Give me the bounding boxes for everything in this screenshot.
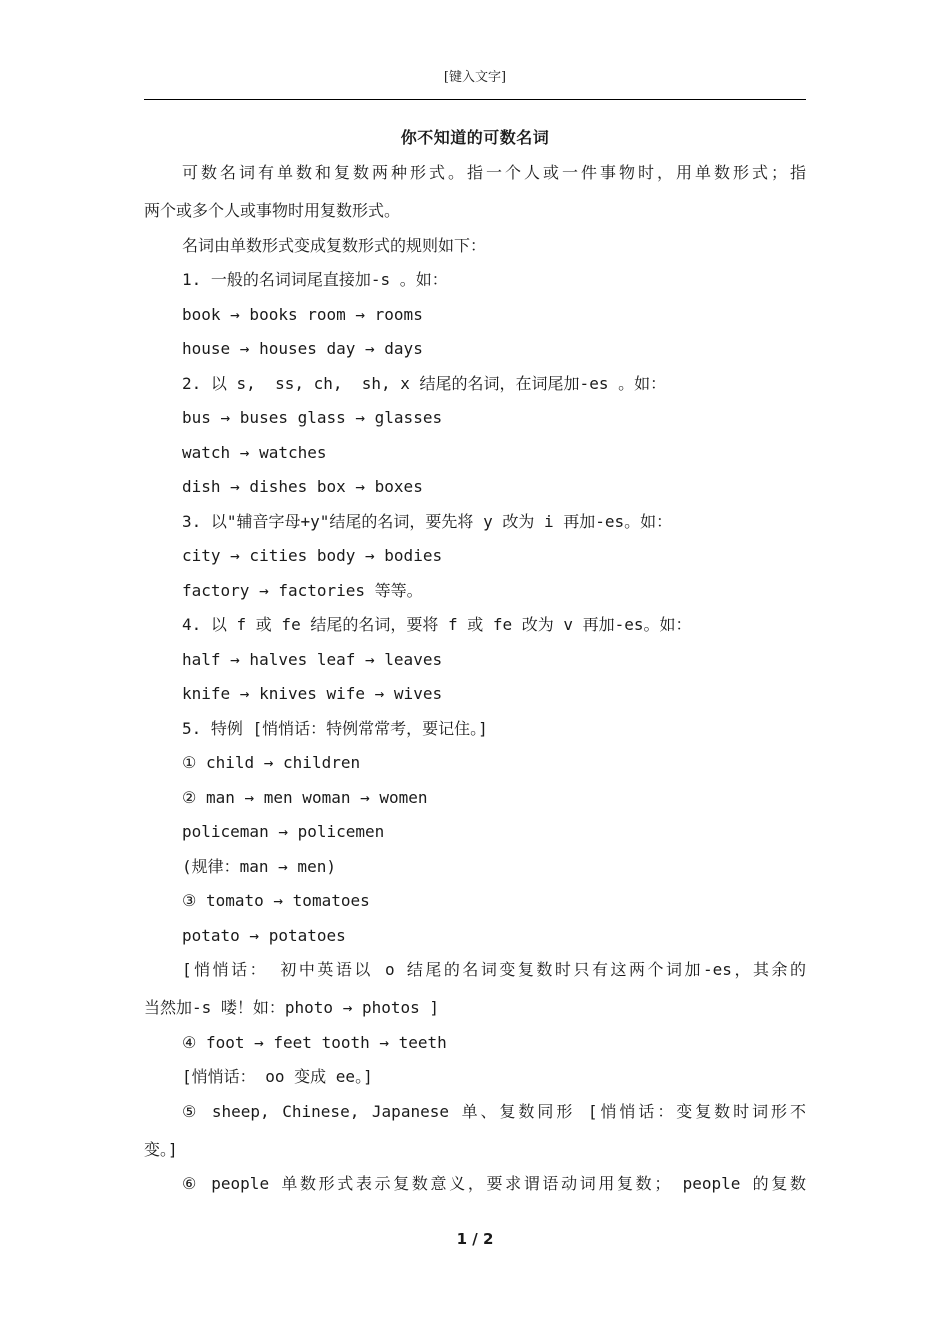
text-line: city → cities body → bodies — [182, 546, 443, 565]
text-line: ② man → men woman → women — [182, 787, 428, 807]
text-line: 1. 一般的名词词尾直接加-s 。如： — [182, 270, 448, 289]
text-line: 5. 特例 [悄悄话：特例常常考，要记住。] — [182, 718, 488, 738]
text-line: factory → factories 等等。 — [182, 580, 423, 600]
text-line: ① child → children — [182, 753, 361, 772]
text-line: watch → watches — [182, 442, 327, 462]
document-body — [144, 160, 806, 1206]
text-line: ⑤ sheep, Chinese, Japanese 单、复数同形 [悄悄话：变复数时词形不 — [182, 1101, 806, 1121]
document-title: 你不知道的可数名词 — [400, 128, 550, 147]
text-line: house → houses day → days — [182, 339, 423, 358]
text-line: 可数名词有单数和复数两种形式。指一个人或一件事物时，用单数形式；指 — [182, 163, 806, 182]
text-line: ③ tomato → tomatoes — [182, 891, 370, 910]
text-line: [悄悄话： 初中英语以 o 结尾的名词变复数时只有这两个词加-es，其余的 — [182, 960, 806, 979]
text-line: book → books room → rooms — [182, 304, 423, 324]
page-header: [键入文字] — [443, 70, 507, 85]
text-line: 2. 以 s, ss, ch, sh, x 结尾的名词，在词尾加-es 。如： — [182, 373, 667, 393]
text-line: potato → potatoes — [182, 925, 346, 945]
text-line: policeman → policemen — [182, 822, 385, 841]
text-line: 3. 以"辅音字母+y"结尾的名词，要先将 y 改为 i 再加-es。如： — [182, 511, 673, 531]
text-line: knife → knives wife → wives — [182, 684, 443, 703]
text-line: ⑥ people 单数形式表示复数意义，要求谓语动词用复数； people 的复数 — [182, 1174, 806, 1193]
text-line: dish → dishes box → boxes — [182, 477, 423, 496]
text-line: ④ foot → feet tooth → teeth — [182, 1032, 447, 1052]
text-line: bus → buses glass → glasses — [182, 408, 443, 427]
header-divider — [144, 99, 806, 100]
text-line: half → halves leaf → leaves — [182, 649, 443, 669]
text-line: [悄悄话： oo 变成 ee。] — [182, 1067, 373, 1086]
text-line: 两个或多个人或事物时用复数形式。 — [144, 201, 401, 220]
text-line: (规律：man → men) — [182, 856, 336, 876]
text-line: 4. 以 f 或 fe 结尾的名词，要将 f 或 fe 改为 v 再加-es。如： — [182, 615, 692, 634]
page-number: 1 / 2 — [456, 1230, 494, 1248]
text-line: 当然加-s 喽！如：photo → photos ] — [144, 998, 440, 1017]
text-line: 名词由单数形式变成复数形式的规则如下： — [182, 235, 487, 255]
text-line: 变。] — [144, 1139, 178, 1159]
